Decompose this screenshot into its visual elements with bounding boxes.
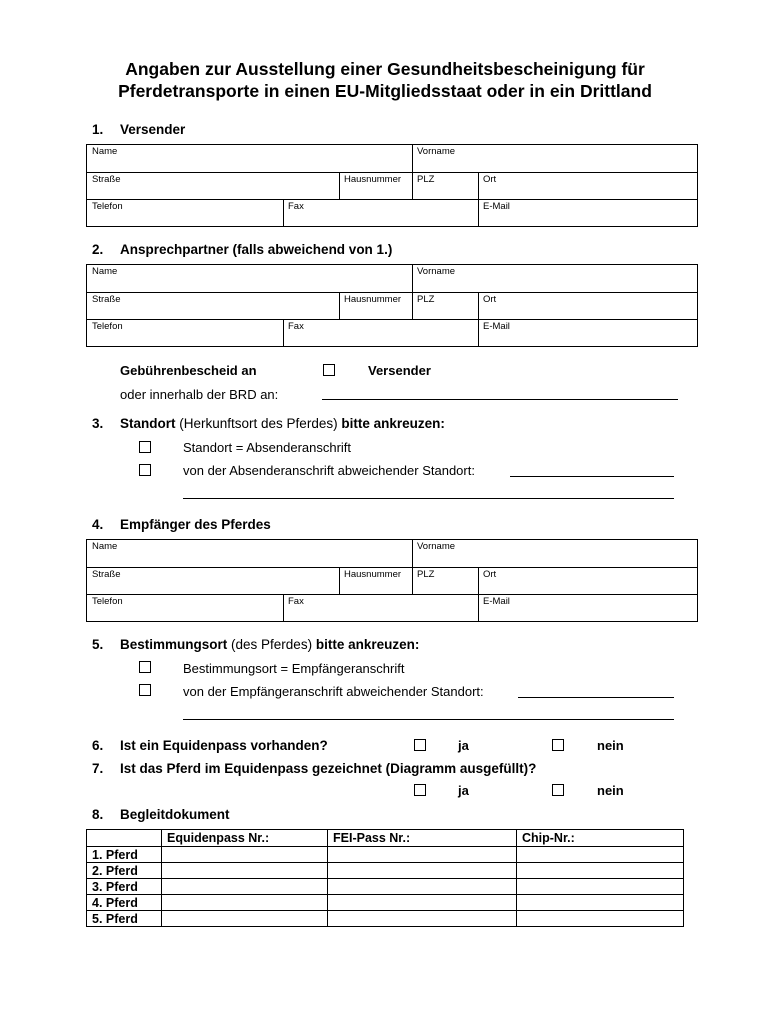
plz-label: PLZ xyxy=(417,294,435,305)
section-title-bold2: bitte ankreuzen: xyxy=(341,416,445,431)
bestimmungsort-option-1-checkbox[interactable] xyxy=(139,661,151,673)
email-field[interactable] xyxy=(478,200,697,226)
hausnummer-field[interactable] xyxy=(339,568,412,594)
telefon-label: Telefon xyxy=(92,201,123,212)
vorname-field[interactable] xyxy=(412,265,697,292)
equidenpass-ja-checkbox[interactable] xyxy=(414,739,426,751)
telefon-label: Telefon xyxy=(92,321,123,332)
vorname-label: Vorname xyxy=(417,541,456,552)
fee-label: Gebührenbescheid an xyxy=(120,363,257,378)
strasse-field[interactable] xyxy=(87,173,339,199)
telefon-label: Telefon xyxy=(92,596,123,607)
chip-cell[interactable] xyxy=(517,895,684,911)
table-header-equidenpass: Equidenpass Nr.: xyxy=(162,830,328,847)
fax-field[interactable] xyxy=(283,595,478,621)
hausnummer-label: Hausnummer xyxy=(344,294,402,305)
name-field[interactable] xyxy=(87,540,412,567)
telefon-field[interactable] xyxy=(87,320,283,346)
name-field[interactable] xyxy=(87,265,412,292)
chip-cell[interactable] xyxy=(517,863,684,879)
name-label: Name xyxy=(92,146,118,157)
equidenpass-cell[interactable] xyxy=(162,847,328,863)
chip-cell[interactable] xyxy=(517,847,684,863)
bestimmungsort-option-2-checkbox[interactable] xyxy=(139,684,151,696)
standort-line-1[interactable] xyxy=(510,476,674,477)
fee-alt-line[interactable] xyxy=(322,399,678,400)
ort-field[interactable] xyxy=(478,173,697,199)
hausnummer-label: Hausnummer xyxy=(344,174,402,185)
begleitdokument-table xyxy=(86,829,684,927)
standort-option-2-label: von der Absenderanschrift abweichender Standort: xyxy=(183,463,475,478)
vorname-field[interactable] xyxy=(412,540,697,567)
section-6-heading xyxy=(92,738,328,753)
ansprechpartner-grid xyxy=(86,264,698,347)
fei-pass-cell[interactable] xyxy=(328,911,517,927)
fax-field[interactable] xyxy=(283,200,478,226)
email-label: E-Mail xyxy=(483,201,510,212)
vorname-label: Vorname xyxy=(417,146,456,157)
section-number: 1. xyxy=(92,122,104,137)
email-label: E-Mail xyxy=(483,321,510,332)
ort-label: Ort xyxy=(483,569,497,580)
fei-pass-cell[interactable] xyxy=(328,879,517,895)
diagramm-ja-checkbox[interactable] xyxy=(414,784,426,796)
table-header-empty xyxy=(87,830,162,847)
table-row xyxy=(87,911,684,927)
telefon-field[interactable] xyxy=(87,595,283,621)
row-label: 5. Pferd xyxy=(87,911,162,927)
fee-versender-label: Versender xyxy=(368,363,431,378)
fei-pass-cell[interactable] xyxy=(328,847,517,863)
section-5-heading xyxy=(92,637,419,652)
fei-pass-cell[interactable] xyxy=(328,895,517,911)
section-number: 4. xyxy=(92,517,104,532)
table-row xyxy=(87,895,684,911)
strasse-label: Straße xyxy=(92,294,121,305)
plz-label: PLZ xyxy=(417,174,435,185)
fei-pass-cell[interactable] xyxy=(328,863,517,879)
equidenpass-cell[interactable] xyxy=(162,895,328,911)
table-row xyxy=(87,847,684,863)
strasse-field[interactable] xyxy=(87,293,339,319)
strasse-label: Straße xyxy=(92,174,121,185)
table-header-row xyxy=(87,830,684,847)
fee-alt-label: oder innerhalb der BRD an: xyxy=(120,387,279,402)
row-label: 4. Pferd xyxy=(87,895,162,911)
table-row xyxy=(87,879,684,895)
diagramm-nein-label: nein xyxy=(597,783,624,798)
standort-line-2[interactable] xyxy=(183,498,674,499)
bestimmungsort-option-2-label: von der Empfängeranschrift abweichender Standort: xyxy=(183,684,484,699)
address-row xyxy=(87,567,697,594)
row-label: 2. Pferd xyxy=(87,863,162,879)
document-title xyxy=(0,58,770,102)
section-title: Begleitdokument xyxy=(120,807,230,822)
equidenpass-cell[interactable] xyxy=(162,911,328,927)
email-label: E-Mail xyxy=(483,596,510,607)
hausnummer-field[interactable] xyxy=(339,173,412,199)
section-number: 7. xyxy=(92,761,104,776)
name-row xyxy=(87,265,697,292)
row-label: 1. Pferd xyxy=(87,847,162,863)
table-header-fei-pass: FEI-Pass Nr.: xyxy=(328,830,517,847)
section-title: Ist das Pferd im Equidenpass gezeichnet (Diagramm ausgefüllt)? xyxy=(120,761,537,776)
fax-label: Fax xyxy=(288,596,304,607)
section-8-heading xyxy=(92,807,230,822)
section-title: Empfänger des Pferdes xyxy=(120,517,271,532)
standort-option-1-label: Standort = Absenderanschrift xyxy=(183,440,352,455)
section-title-bold2: bitte ankreuzen: xyxy=(315,637,420,652)
ort-field[interactable] xyxy=(478,293,697,319)
section-number: 2. xyxy=(92,242,104,257)
title-line-1: Angaben zur Ausstellung einer Gesundheitsbescheinigung für xyxy=(125,59,645,79)
contact-row xyxy=(87,319,697,346)
email-field[interactable] xyxy=(478,595,697,621)
address-row xyxy=(87,172,697,199)
telefon-field[interactable] xyxy=(87,200,283,226)
ort-field[interactable] xyxy=(478,568,697,594)
table-header-chip: Chip-Nr.: xyxy=(517,830,684,847)
equidenpass-ja-label: ja xyxy=(458,738,469,753)
ort-label: Ort xyxy=(483,174,497,185)
standort-option-1-checkbox[interactable] xyxy=(139,441,151,453)
fax-label: Fax xyxy=(288,321,304,332)
section-title: Ist ein Equidenpass vorhanden? xyxy=(120,738,328,753)
strasse-label: Straße xyxy=(92,569,121,580)
diagramm-ja-label: ja xyxy=(458,783,469,798)
plz-field[interactable] xyxy=(412,173,478,199)
equidenpass-nein-label: nein xyxy=(597,738,624,753)
bestimmungsort-line-2[interactable] xyxy=(183,719,674,720)
section-number: 3. xyxy=(92,416,104,431)
vorname-label: Vorname xyxy=(417,266,456,277)
contact-row xyxy=(87,199,697,226)
address-row xyxy=(87,292,697,319)
standort-option-2-checkbox[interactable] xyxy=(139,464,151,476)
section-title-normal: (Herkunftsort des Pferdes) xyxy=(179,416,338,431)
fee-versender-checkbox[interactable] xyxy=(323,364,335,376)
email-field[interactable] xyxy=(478,320,697,346)
plz-field[interactable] xyxy=(412,293,478,319)
chip-cell[interactable] xyxy=(517,879,684,895)
plz-field[interactable] xyxy=(412,568,478,594)
section-title-normal: (des Pferdes) xyxy=(231,637,313,652)
equidenpass-cell[interactable] xyxy=(162,863,328,879)
section-3-heading xyxy=(92,416,445,431)
section-title: Ansprechpartner (falls abweichend von 1.) xyxy=(120,242,393,257)
plz-label: PLZ xyxy=(417,569,435,580)
hausnummer-field[interactable] xyxy=(339,293,412,319)
section-number: 6. xyxy=(92,738,104,753)
table-row xyxy=(87,863,684,879)
chip-cell[interactable] xyxy=(517,911,684,927)
row-label: 3. Pferd xyxy=(87,879,162,895)
section-4-heading xyxy=(92,517,271,532)
equidenpass-cell[interactable] xyxy=(162,879,328,895)
section-1-heading xyxy=(92,122,185,137)
name-label: Name xyxy=(92,266,118,277)
fax-field[interactable] xyxy=(283,320,478,346)
name-label: Name xyxy=(92,541,118,552)
equidenpass-nein-checkbox[interactable] xyxy=(552,739,564,751)
name-field[interactable] xyxy=(87,145,412,172)
section-number: 8. xyxy=(92,807,104,822)
section-7-heading xyxy=(92,761,536,776)
section-number: 5. xyxy=(92,637,104,652)
name-row xyxy=(87,540,697,567)
section-title-bold: Standort xyxy=(120,416,176,431)
name-row xyxy=(87,145,697,172)
versender-grid xyxy=(86,144,698,227)
bestimmungsort-line-1[interactable] xyxy=(518,697,674,698)
fax-label: Fax xyxy=(288,201,304,212)
bestimmungsort-option-1-label: Bestimmungsort = Empfängeranschrift xyxy=(183,661,405,676)
empfaenger-grid xyxy=(86,539,698,622)
section-2-heading xyxy=(92,242,392,257)
strasse-field[interactable] xyxy=(87,568,339,594)
ort-label: Ort xyxy=(483,294,497,305)
diagramm-nein-checkbox[interactable] xyxy=(552,784,564,796)
section-title: Versender xyxy=(120,122,186,137)
title-line-2: Pferdetransporte in einen EU-Mitgliedsstaat oder in ein Drittland xyxy=(118,81,652,101)
contact-row xyxy=(87,594,697,621)
section-title-bold: Bestimmungsort xyxy=(120,637,228,652)
vorname-field[interactable] xyxy=(412,145,697,172)
hausnummer-label: Hausnummer xyxy=(344,569,402,580)
